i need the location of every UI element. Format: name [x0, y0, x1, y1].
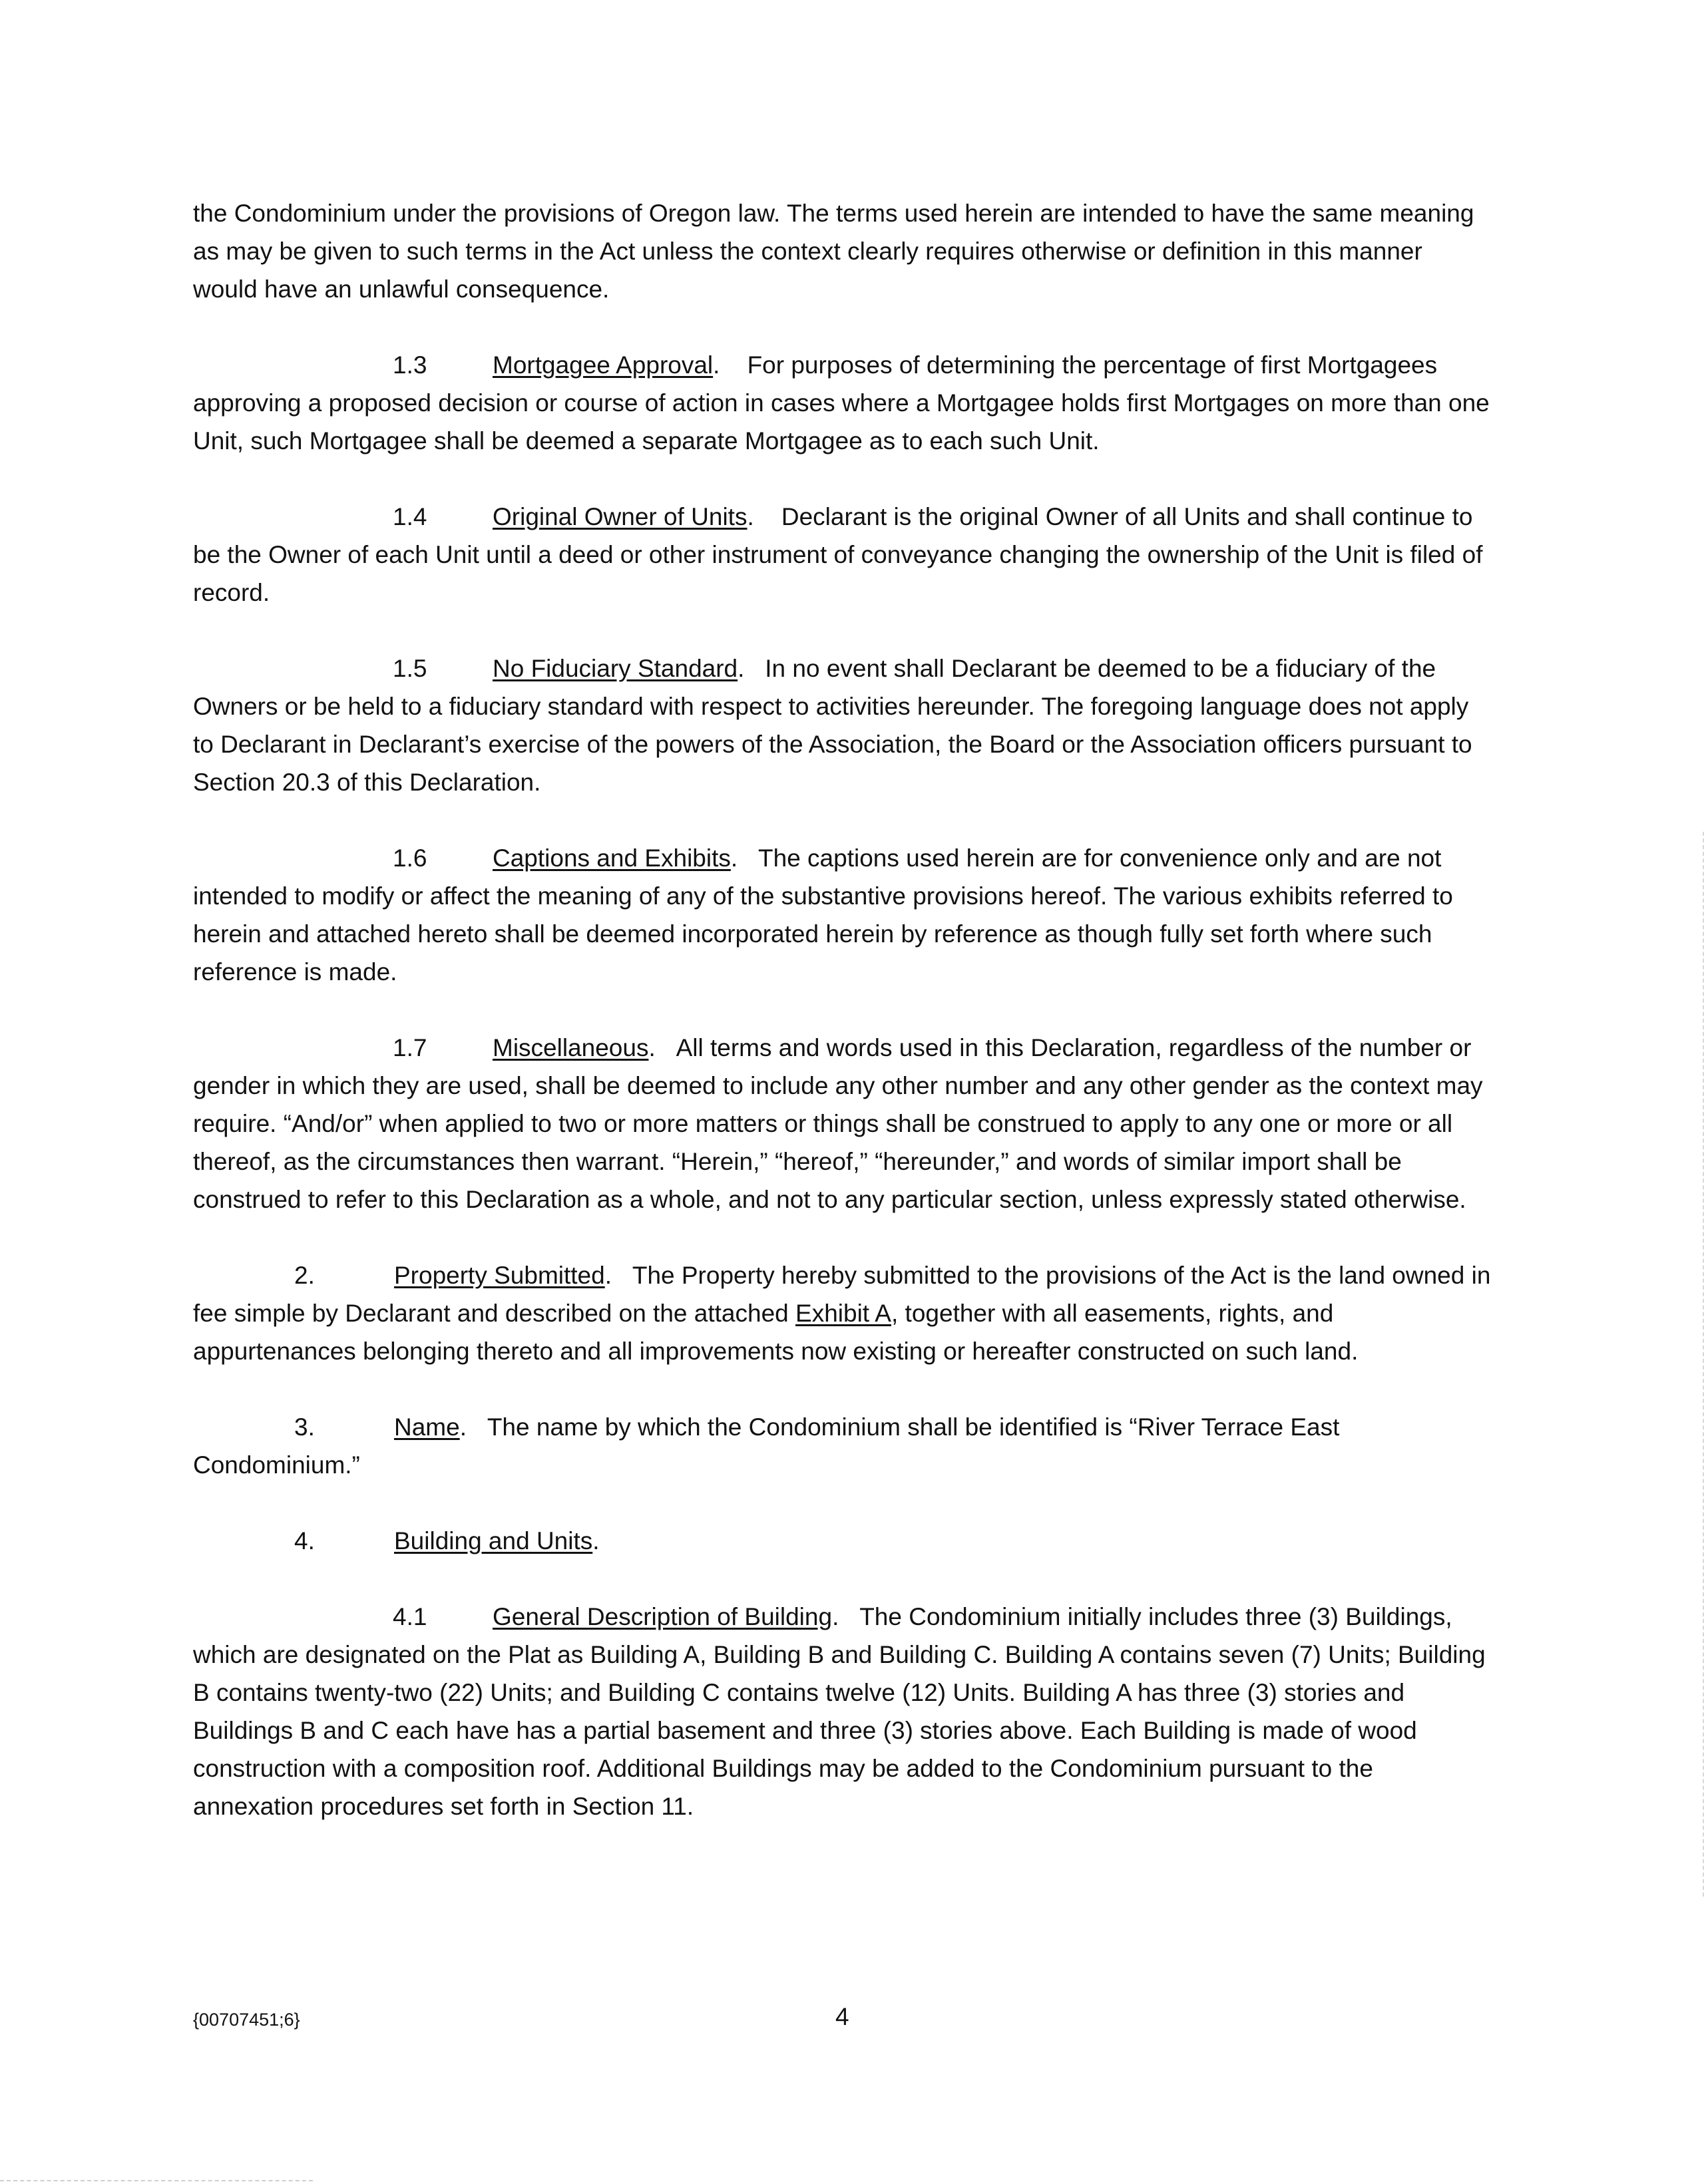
section-heading: Property Submitted [394, 1262, 605, 1289]
paragraph-continuation [193, 194, 1491, 308]
paragraph-text: All terms and words used in this Declaration, regardless of the number or gender in which they are used, shall be deemed to include any other number and any other gender as the context may require. “And/or” when applied to two or more matters or things shall be construed to apply to any one or more or all thereof, as the circumstances then warrant. “Herein,” “hereof,” “hereunder,” and words of similar import shall be construed to refer to this Declaration as a whole, and not to any particular section, unless expressly stated otherwise. [193, 1034, 1483, 1213]
paragraph-text: For purposes of determining the percentage of first Mortgagees approving a proposed decision or course of action in cases where a Mortgagee holds first Mortgages on more than one Unit, such Mortgagee shall be deemed a separate Mortgagee as to each such Unit. [193, 351, 1490, 455]
section-4-1: 4.1 General Description of Building. The Condominium initially includes three (3) Buildings, which are designated on the Plat as Building A, Building B and Building C. Building A contains seven (7) Units; Building B contains twenty-two (22) Units; and Building C contains twelve (12) Units. Building A has three (3) stories and Buildings B and C each have has a partial basement and three (3) stories above. Each Building is made of wood construction with a composition roof. Additional Buildings may be added to the Condominium pursuant to the annexation procedures set forth in Section 11. [193, 1598, 1491, 1825]
section-heading: Mortgagee Approval [493, 351, 714, 379]
document-id: {00707451;6} [193, 2010, 300, 2030]
section-1-3: 1.3 Mortgagee Approval. For purposes of determining the percentage of first Mortgagees approving a proposed decision or course of action in cases where a Mortgagee holds first Mortgages on more than one Unit, such Mortgagee shall be deemed a separate Mortgagee as to each such Unit. [193, 346, 1491, 460]
section-heading: Building and Units [394, 1527, 593, 1554]
scan-edge-mark [1701, 832, 1704, 1897]
paragraph-text: The Property hereby submitted to the provisions of the Act is the land owned in fee simple by Declarant and described on the attached [193, 1262, 1491, 1327]
paragraph-text: Declarant is the original Owner of all Units and shall continue to be the Owner of each Unit until a deed or other instrument of conveyance changing the ownership of the Unit is filed of record. [193, 503, 1483, 606]
section-number: 2. [294, 1262, 315, 1289]
document-body [193, 194, 1491, 1863]
section-3: 3. Name. The name by which the Condominium shall be identified is “River Terrace East Condominium.” [193, 1408, 1491, 1484]
section-number: 1.7 [393, 1034, 427, 1061]
paragraph-text: The captions used herein are for convenience only and are not intended to modify or affect the meaning of any of the substantive provisions hereof. The various exhibits referred to herein and attached hereto shall be deemed incorporated herein by reference as though fully set forth where such reference is made. [193, 844, 1453, 986]
scan-edge-mark [0, 2180, 313, 2181]
paragraph-text-continued: , together with all easements, rights, and appurtenances belonging thereto and all improvements now existing or hereafter constructed on such land. [193, 1300, 1359, 1365]
section-1-4: 1.4 Original Owner of Units. Declarant is the original Owner of all Units and shall continue to be the Owner of each Unit until a deed or other instrument of conveyance changing the ownership of the Unit is filed of record. [193, 498, 1491, 612]
section-2: 2. Property Submitted. The Property hereby submitted to the provisions of the Act is the land owned in fee simple by Declarant and described on the attached Exhibit A, together with all easements, rights, and appurtenances belonging thereto and all improvements now existing or hereafter constructed on such land. [193, 1256, 1491, 1370]
section-number: 4.1 [393, 1603, 427, 1630]
section-number: 1.5 [393, 655, 427, 682]
section-number: 1.6 [393, 844, 427, 872]
section-heading: Name [394, 1413, 460, 1441]
section-number: 1.4 [393, 503, 427, 530]
section-1-6: 1.6 Captions and Exhibits. The captions used herein are for convenience only and are not intended to modify or affect the meaning of any of the substantive provisions hereof. The various exhibits referred to herein and attached hereto shall be deemed incorporated herein by reference as though fully set forth where such reference is made. [193, 839, 1491, 991]
section-heading: Miscellaneous [493, 1034, 649, 1061]
exhibit-reference: Exhibit A [795, 1300, 891, 1327]
section-4: 4. Building and Units. [193, 1522, 1491, 1560]
paragraph-text: The Condominium initially includes three (3) Buildings, which are designated on the Plat as Building A, Building B and Building C. Building A contains seven (7) Units; Building B contains twenty-two (22) Units; and Building C contains twelve (12) Units. Building A has three (3) stories and Buildings B and C each have has a partial basement and three (3) stories above. Each Building is made of wood construction with a composition roof. Additional Buildings may be added to the Condominium pursuant to the annexation procedures set forth in Section 11. [193, 1603, 1486, 1820]
paragraph-text: In no event shall Declarant be deemed to be a fiduciary of the Owners or be held to a fiduciary standard with respect to activities hereunder. The foregoing language does not apply to Declarant in Declarant’s exercise of the powers of the Association, the Board or the Association officers pursuant to Section 20.3 of this Declaration. [193, 655, 1472, 796]
section-heading: Captions and Exhibits [493, 844, 731, 872]
section-number: 3. [294, 1413, 315, 1441]
paragraph-text: The name by which the Condominium shall be identified is “River Terrace East Condominium.” [193, 1413, 1340, 1479]
section-number: 4. [294, 1527, 315, 1554]
section-1-7: 1.7 Miscellaneous. All terms and words used in this Declaration, regardless of the number or gender in which they are used, shall be deemed to include any other number and any other gender as the context may require. “And/or” when applied to two or more matters or things shall be construed to apply to any one or more or all thereof, as the circumstances then warrant. “Herein,” “hereof,” “hereunder,” and words of similar import shall be construed to refer to this Declaration as a whole, and not to any particular section, unless expressly stated otherwise. [193, 1029, 1491, 1218]
section-number: 1.3 [393, 351, 427, 379]
section-heading: General Description of Building [493, 1603, 833, 1630]
page-number: 4 [835, 2003, 849, 2030]
section-1-5: 1.5 No Fiduciary Standard. In no event shall Declarant be deemed to be a fiduciary of the Owners or be held to a fiduciary standard with respect to activities hereunder. The foregoing language does not apply to Declarant in Declarant’s exercise of the powers of the Association, the Board or the Association officers pursuant to Section 20.3 of this Declaration. [193, 649, 1491, 801]
section-heading: No Fiduciary Standard [493, 655, 738, 682]
paragraph-text: the Condominium under the provisions of Oregon law. The terms used herein are intended to have the same meaning as may be given to such terms in the Act unless the context clearly requires otherwise or definition in this manner would have an unlawful consequence. [193, 200, 1474, 303]
section-heading: Original Owner of Units [493, 503, 747, 530]
